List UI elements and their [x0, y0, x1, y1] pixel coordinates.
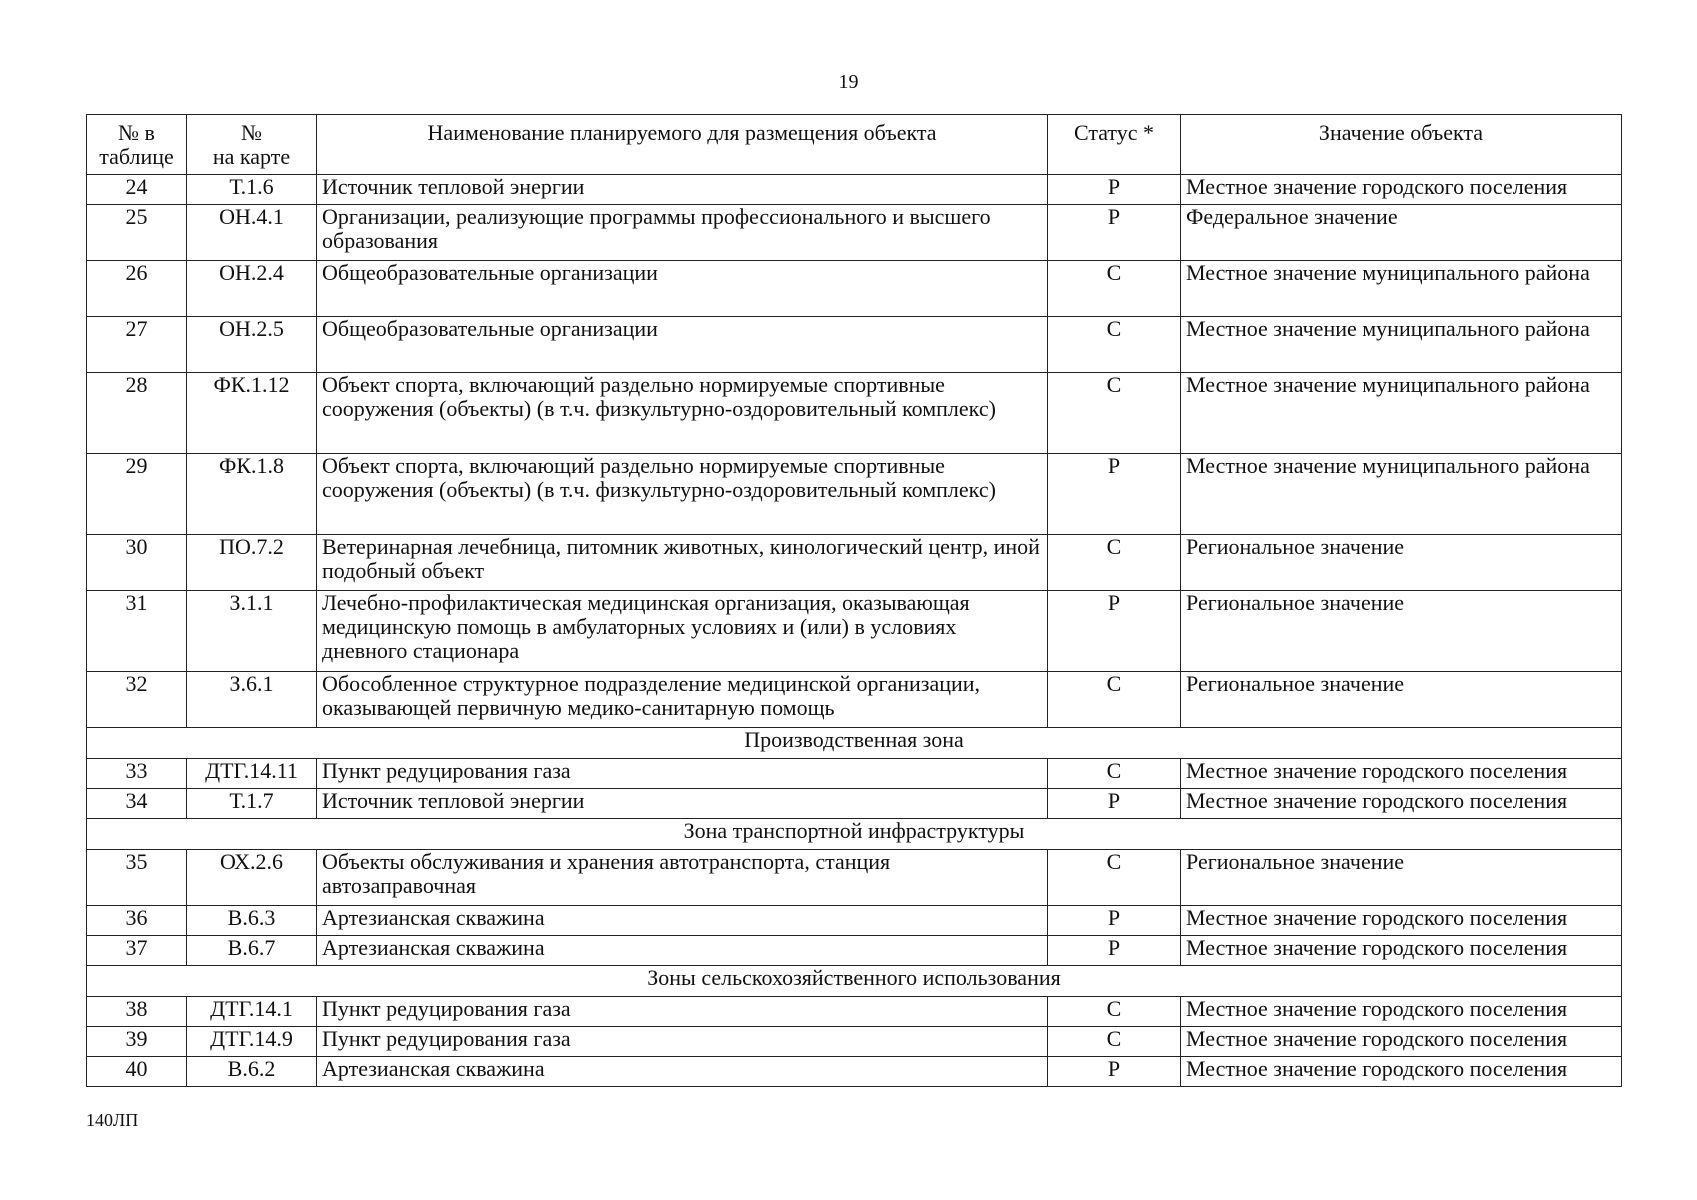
section-title: Производственная зона	[87, 728, 1622, 759]
row-map-code: ОХ.2.6	[187, 850, 317, 906]
row-object-value: Региональное значение	[1181, 850, 1622, 906]
row-object-name: Лечебно-профилактическая медицинская организация, оказывающая медицинскую помощь в амбулаторных условиях и (или) в условиях дневного стационара	[317, 591, 1048, 672]
row-map-code: В.6.7	[187, 936, 317, 966]
row-status: С	[1048, 317, 1181, 373]
row-object-value: Местное значение городского поселения	[1181, 789, 1622, 819]
row-object-value: Местное значение городского поселения	[1181, 906, 1622, 936]
row-object-value: Федеральное значение	[1181, 205, 1622, 261]
row-status: С	[1048, 759, 1181, 789]
section-row	[87, 819, 1622, 850]
table-row	[87, 789, 1622, 819]
row-object-value: Местное значение городского поселения	[1181, 936, 1622, 966]
row-number: 31	[87, 591, 187, 672]
row-map-code: ДТГ.14.9	[187, 1027, 317, 1057]
row-number: 37	[87, 936, 187, 966]
table-row	[87, 672, 1622, 728]
row-object-value: Местное значение городского поселения	[1181, 1057, 1622, 1087]
row-map-code: В.6.2	[187, 1057, 317, 1087]
row-status: Р	[1048, 205, 1181, 261]
row-object-name: Общеобразовательные организации	[317, 317, 1048, 373]
row-map-code: ДТГ.14.1	[187, 997, 317, 1027]
row-object-name: Общеобразовательные организации	[317, 261, 1048, 317]
row-status: Р	[1048, 936, 1181, 966]
table-row	[87, 906, 1622, 936]
row-status: С	[1048, 535, 1181, 591]
row-number: 25	[87, 205, 187, 261]
header-object-value: Значение объекта	[1181, 115, 1622, 175]
table-row	[87, 454, 1622, 535]
row-map-code: ФК.1.12	[187, 373, 317, 454]
row-number: 32	[87, 672, 187, 728]
row-object-value: Местное значение городского поселения	[1181, 997, 1622, 1027]
header-map-number: № на карте	[187, 115, 317, 175]
row-object-name: Объект спорта, включающий раздельно нормируемые спортивные сооружения (объекты) (в т.ч. физкультурно-оздоровительный комплекс)	[317, 454, 1048, 535]
table-row	[87, 997, 1622, 1027]
row-number: 38	[87, 997, 187, 1027]
table-header-row	[87, 115, 1622, 175]
section-title: Зоны сельскохозяйственного использования	[87, 966, 1622, 997]
row-map-code: ОН.2.4	[187, 261, 317, 317]
row-map-code: ОН.4.1	[187, 205, 317, 261]
row-object-value: Региональное значение	[1181, 535, 1622, 591]
row-object-value: Местное значение городского поселения	[1181, 759, 1622, 789]
row-object-value: Региональное значение	[1181, 672, 1622, 728]
table-row	[87, 1027, 1622, 1057]
row-number: 30	[87, 535, 187, 591]
table-row	[87, 759, 1622, 789]
planned-objects-table	[86, 114, 1622, 1087]
row-status: Р	[1048, 906, 1181, 936]
row-number: 26	[87, 261, 187, 317]
row-map-code: ДТГ.14.11	[187, 759, 317, 789]
table-row	[87, 205, 1622, 261]
row-object-name: Пункт редуцирования газа	[317, 1027, 1048, 1057]
row-number: 24	[87, 175, 187, 205]
row-status: С	[1048, 1027, 1181, 1057]
row-number: 35	[87, 850, 187, 906]
row-number: 29	[87, 454, 187, 535]
row-status: Р	[1048, 454, 1181, 535]
page-number: 19	[838, 71, 859, 93]
row-object-name: Организации, реализующие программы профессионального и высшего образования	[317, 205, 1048, 261]
row-status: Р	[1048, 789, 1181, 819]
row-object-name: Артезианская скважина	[317, 906, 1048, 936]
header-table-number: № в таблице	[87, 115, 187, 175]
row-object-value: Местное значение муниципального района	[1181, 317, 1622, 373]
row-object-value: Местное значение городского поселения	[1181, 175, 1622, 205]
row-object-name: Пункт редуцирования газа	[317, 759, 1048, 789]
row-map-code: З.6.1	[187, 672, 317, 728]
header-status: Статус *	[1048, 115, 1181, 175]
row-object-value: Местное значение городского поселения	[1181, 1027, 1622, 1057]
table-row	[87, 850, 1622, 906]
row-map-code: В.6.3	[187, 906, 317, 936]
row-map-code: Т.1.6	[187, 175, 317, 205]
row-status: С	[1048, 672, 1181, 728]
row-number: 39	[87, 1027, 187, 1057]
row-object-name: Объекты обслуживания и хранения автотранспорта, станция автозаправочная	[317, 850, 1048, 906]
row-object-name: Источник тепловой энергии	[317, 789, 1048, 819]
section-row	[87, 966, 1622, 997]
row-object-value: Местное значение муниципального района	[1181, 261, 1622, 317]
row-status: Р	[1048, 591, 1181, 672]
table-row	[87, 175, 1622, 205]
row-number: 27	[87, 317, 187, 373]
row-object-name: Артезианская скважина	[317, 1057, 1048, 1087]
row-status: Р	[1048, 175, 1181, 205]
table-row	[87, 317, 1622, 373]
section-title: Зона транспортной инфраструктуры	[87, 819, 1622, 850]
table-row	[87, 1057, 1622, 1087]
row-map-code: ФК.1.8	[187, 454, 317, 535]
row-object-value: Местное значение муниципального района	[1181, 373, 1622, 454]
row-number: 40	[87, 1057, 187, 1087]
table-row	[87, 373, 1622, 454]
row-number: 34	[87, 789, 187, 819]
table-row	[87, 261, 1622, 317]
row-status: С	[1048, 997, 1181, 1027]
row-object-name: Пункт редуцирования газа	[317, 997, 1048, 1027]
row-status: Р	[1048, 1057, 1181, 1087]
row-object-name: Обособленное структурное подразделение медицинской организации, оказывающей первичную медико-санитарную помощь	[317, 672, 1048, 728]
row-object-value: Местное значение муниципального района	[1181, 454, 1622, 535]
row-object-value: Региональное значение	[1181, 591, 1622, 672]
row-map-code: Т.1.7	[187, 789, 317, 819]
row-map-code: ОН.2.5	[187, 317, 317, 373]
row-status: С	[1048, 373, 1181, 454]
table-row	[87, 591, 1622, 672]
row-status: С	[1048, 850, 1181, 906]
row-number: 33	[87, 759, 187, 789]
table-row	[87, 936, 1622, 966]
row-object-name: Ветеринарная лечебница, питомник животных, кинологический центр, иной подобный объект	[317, 535, 1048, 591]
header-object-name: Наименование планируемого для размещения объекта	[317, 115, 1048, 175]
row-object-name: Источник тепловой энергии	[317, 175, 1048, 205]
row-object-name: Объект спорта, включающий раздельно нормируемые спортивные сооружения (объекты) (в т.ч. физкультурно-оздоровительный комплекс)	[317, 373, 1048, 454]
section-row	[87, 728, 1622, 759]
row-number: 28	[87, 373, 187, 454]
row-map-code: З.1.1	[187, 591, 317, 672]
document-code: 140ЛП	[86, 1110, 139, 1130]
table-row	[87, 535, 1622, 591]
row-number: 36	[87, 906, 187, 936]
row-object-name: Артезианская скважина	[317, 936, 1048, 966]
row-map-code: ПО.7.2	[187, 535, 317, 591]
row-status: С	[1048, 261, 1181, 317]
